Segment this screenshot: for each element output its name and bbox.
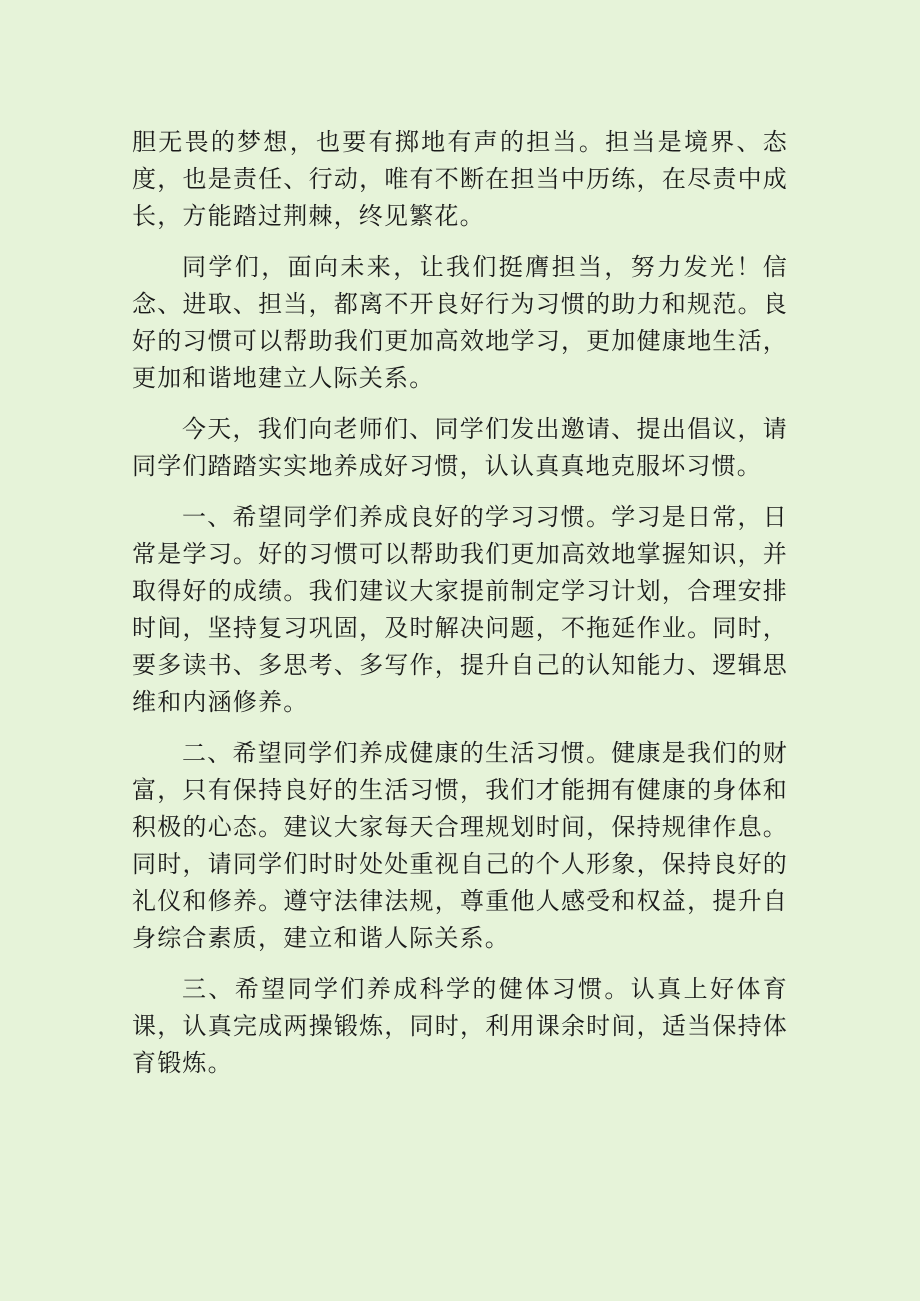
paragraph-5: 二、希望同学们养成健康的生活习惯。健康是我们的财富，只有保持良好的生活习惯，我们才能拥有健康的身体和积极的心态。建议大家每天合理规划时间，保持规律作息。同时，请同学们时时处处重视自己的个人形象，保持良好的礼仪和修养。遵守法律法规，尊重他人感受和权益，提升自身综合素质，建立和谐人际关系。 — [132, 739, 788, 952]
document-page — [132, 124, 788, 1096]
paragraph-6: 三、希望同学们养成科学的健体习惯。认真上好体育课，认真完成两操锻炼，同时，利用课余时间，适当保持体育锻炼。 — [132, 975, 788, 1077]
paragraph-2: 同学们，面向未来，让我们挺膺担当，努力发光！信念、进取、担当，都离不开良好行为习惯的助力和规范。良好的习惯可以帮助我们更加高效地学习，更加健康地生活，更加和谐地建立人际关系。 — [132, 253, 788, 392]
paragraph-3: 今天，我们向老师们、同学们发出邀请、提出倡议，请同学们踏踏实实地养成好习惯，认认真真地克服坏习惯。 — [132, 415, 788, 480]
paragraph-4: 一、希望同学们养成良好的学习习惯。学习是日常，日常是学习。好的习惯可以帮助我们更加高效地掌握知识，并取得好的成绩。我们建议大家提前制定学习计划，合理安排时间，坚持复习巩固，及时解决问题，不拖延作业。同时，要多读书、多思考、多写作，提升自己的认知能力、逻辑思维和内涵修养。 — [132, 503, 788, 716]
paragraph-1: 胆无畏的梦想，也要有掷地有声的担当。担当是境界、态度，也是责任、行动，唯有不断在担当中历练，在尽责中成长，方能踏过荆棘，终见繁花。 — [132, 128, 788, 230]
